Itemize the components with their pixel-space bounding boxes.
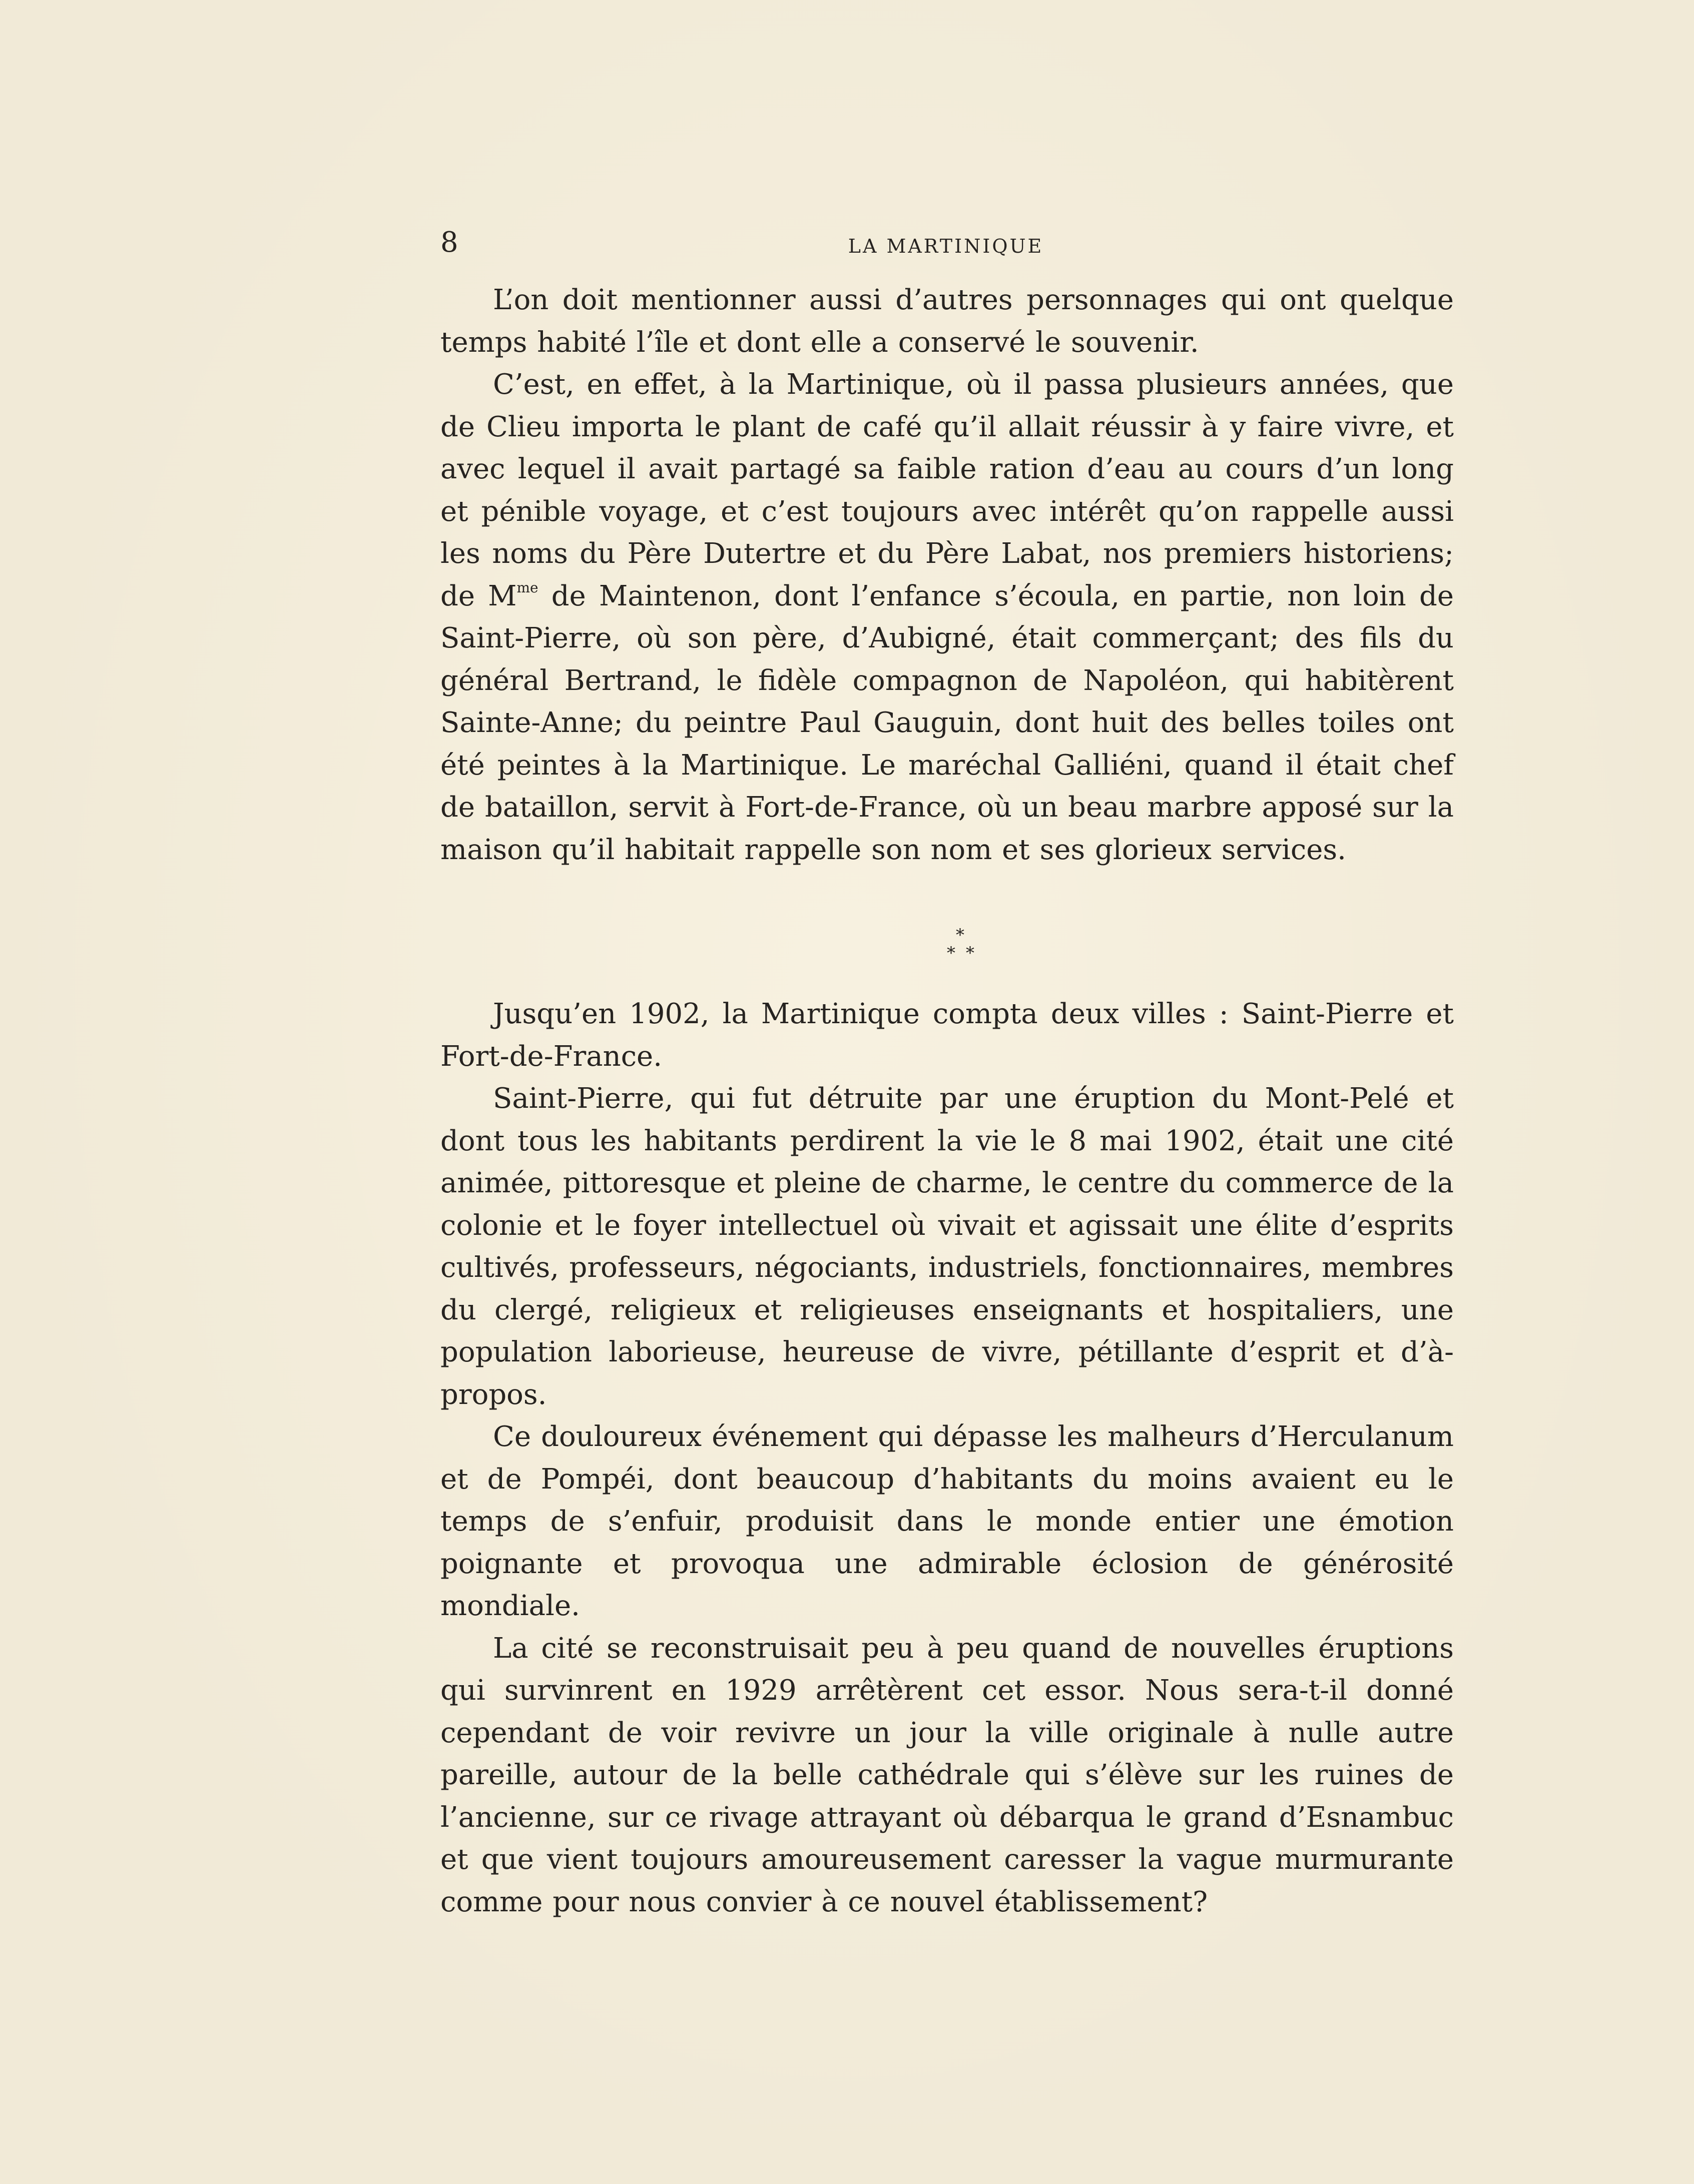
- paragraph-text: de Maintenon, dont l’enfance s’écoula, en partie, non loin de Saint-Pierre, où son père, d’Aubigné, était commerçant; des fils du général Bertrand, le fidèle compagnon de Napoléon, qui habitèrent Sainte-Anne; du peintre Paul Gauguin, dont huit des belles toiles ont été peintes à la Martinique. Le maréchal Galliéni, quand il était chef de bataillon, servit à Fort-de-France, où un beau marbre apposé sur la maison qu’il habitait rappelle son nom et ses glorieux services.: [440, 579, 1454, 866]
- page-number: 8: [440, 226, 458, 259]
- text-section-1: [440, 279, 1454, 871]
- asterism-star: *: [947, 943, 955, 963]
- paragraph: Jusqu’en 1902, la Martinique compta deux villes : Saint-Pierre et Fort-de-France.: [440, 998, 1454, 1073]
- paragraph: [440, 364, 1454, 871]
- text-section-2: [440, 993, 1454, 1923]
- paragraph-text: C’est, en effet, à la Martinique, où il passa plusieurs années, que de Clieu importa le plant de café qu’il allait réussir à y faire vivre, et avec lequel il avait partagé sa faible ration d’eau au cours d’un long et pénible voyage, et c’est toujours avec intérêt qu’on rappelle aussi les noms du Père Dutertre et du Père Labat, nos premiers historiens; de M: [440, 368, 1454, 612]
- paragraph: L’on doit mentionner aussi d’autres personnages qui ont quelque temps habité l’île et dont elle a conservé le souvenir.: [440, 284, 1454, 359]
- running-title: LA MARTINIQUE: [848, 235, 1044, 257]
- paragraph: Ce douloureux événement qui dépasse les malheurs d’Herculanum et de Pompéi, dont beaucoup d’habitants du moins avaient eu le temps de s’enfuir, produisit dans le monde entier une émotion poignante et provoqua une admirable éclosion de générosité mondiale.: [440, 1420, 1454, 1622]
- paragraph: Saint-Pierre, qui fut détruite par une éruption du Mont-Pelé et dont tous les habitants perdirent la vie le 8 mai 1902, était une cité animée, pittoresque et pleine de charme, le centre du commerce de la colonie et le foyer intellectuel où vivait et agissait une élite d’esprits cultivés, professeurs, négociants, industriels, fonctionnaires, membres du clergé, religieux et religieuses enseignants et hospitaliers, une population laborieuse, heureuse de vivre, pétillante d’esprit et d’à-propos.: [440, 1082, 1454, 1411]
- asterism-star: *: [966, 943, 974, 963]
- title-abbreviation-superscript: me: [516, 579, 538, 596]
- paragraph: La cité se reconstruisait peu à peu quand de nouvelles éruptions qui survinrent en 1929 arrêtèrent cet essor. Nous sera-t-il donné cependant de voir revivre un jour la ville originale à nulle autre pareille, autour de la belle cathédrale qui s’élève sur les ruines de l’ancienne, sur ce rivage attrayant où débarqua le grand d’Esnambuc et que vient toujours amoureusement caresser la vague murmurante comme pour nous convier à ce nouvel établissement?: [440, 1632, 1454, 1918]
- asterism-separator: [947, 927, 977, 967]
- page-header: [440, 225, 1451, 265]
- asterism-star: *: [956, 925, 964, 945]
